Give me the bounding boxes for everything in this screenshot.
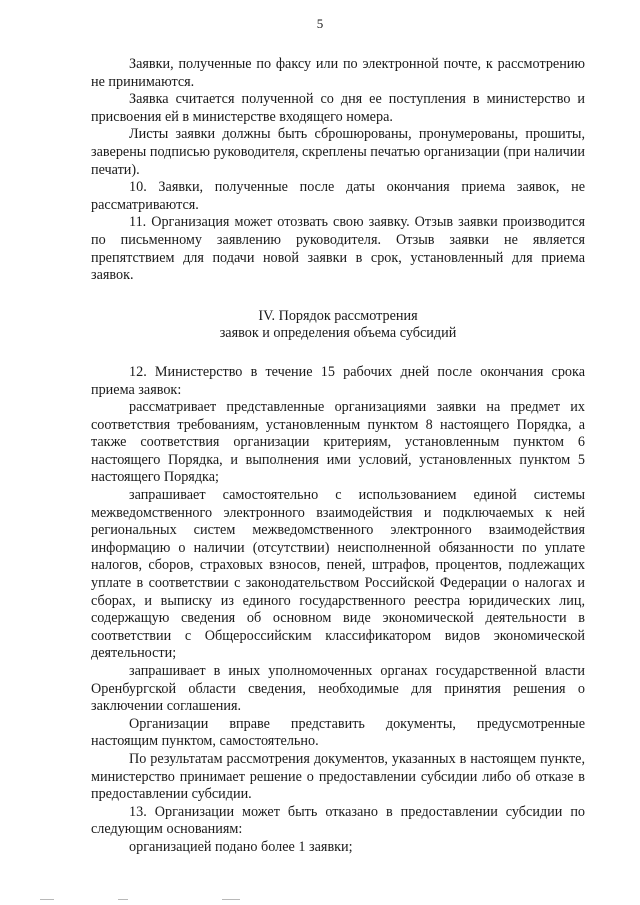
section-heading: [91, 308, 585, 343]
page-number: 5: [316, 16, 324, 31]
paragraph-reviews: рассматривает представленные организациями заявки на предмет их соответствия требованиям, установленным пунктом 8 настоящего Порядка, а также соответствия организации критериям, установленным пунктом 6 настоящего Порядка, и выполнения ими условий, установленных пунктом 5 настоящего Порядка;: [91, 399, 585, 486]
scan-artifact: [0, 897, 640, 903]
section-heading-line-2: заявок и определения объема субсидий: [219, 325, 457, 342]
paragraph-received-date: Заявка считается полученной со дня ее поступления в министерство и присвоения ей в министерстве входящего номера.: [91, 91, 585, 125]
document-body: [91, 56, 585, 857]
paragraph-item-11: 11. Организация может отозвать свою заявку. Отзыв заявки производится по письменному заявлению руководителя. Отзыв заявки не является препятствием для подачи новой заявки в срок, установленный для приема заявок.: [91, 214, 585, 284]
paragraph-item-10: 10. Заявки, полученные после даты окончания приема заявок, не рассматриваются.: [91, 179, 585, 213]
paragraph-item-12: 12. Министерство в течение 15 рабочих дней после окончания срока приема заявок:: [91, 363, 585, 398]
paragraph-decision: По результатам рассмотрения документов, указанных в настоящем пункте, министерство принимает решение о предоставлении субсидии либо об отказе в предоставлении субсидии.: [91, 750, 585, 803]
paragraph-more-than-one-application: организацией подано более 1 заявки;: [129, 838, 353, 855]
paragraph-requests-interagency: запрашивает самостоятельно с использованием единой системы межведомственного электронного взаимодействия и подключаемых к ней региональных систем межведомственного электронного взаимодействия информацию о наличии (отсутствии) неисполненной обязанности по уплате налогов, сборов, страховых взносов, пеней, штрафов, процентов, подлежащих уплате в соответствии с законодательством Российской Федерации о налогах и сборах, и выписку из единого государственного реестра юридических лиц, содержащую сведения об основном виде экономической деятельности в соответствии с Общероссийским классификатором видов экономической деятельности;: [91, 487, 585, 662]
paragraph-binding: Листы заявки должны быть сброшюрованы, пронумерованы, прошиты, заверены подписью руководителя, скреплены печатью организации (при наличии печати).: [91, 126, 585, 178]
paragraph-own-documents: Организации вправе представить документы, предусмотренные настоящим пунктом, самостоятельно.: [91, 715, 585, 750]
section-heading-line-1: IV. Порядок рассмотрения: [258, 307, 418, 324]
paragraph-item-13: 13. Организации может быть отказано в предоставлении субсидии по следующим основаниям:: [91, 803, 585, 838]
paragraph-fax-email: Заявки, полученные по факсу или по электронной почте, к рассмотрению не принимаются.: [91, 56, 585, 90]
paragraph-requests-other-bodies: запрашивает в иных уполномоченных органах государственной власти Оренбургской области сведения, необходимые для принятия решения о заключении соглашения.: [91, 663, 585, 715]
